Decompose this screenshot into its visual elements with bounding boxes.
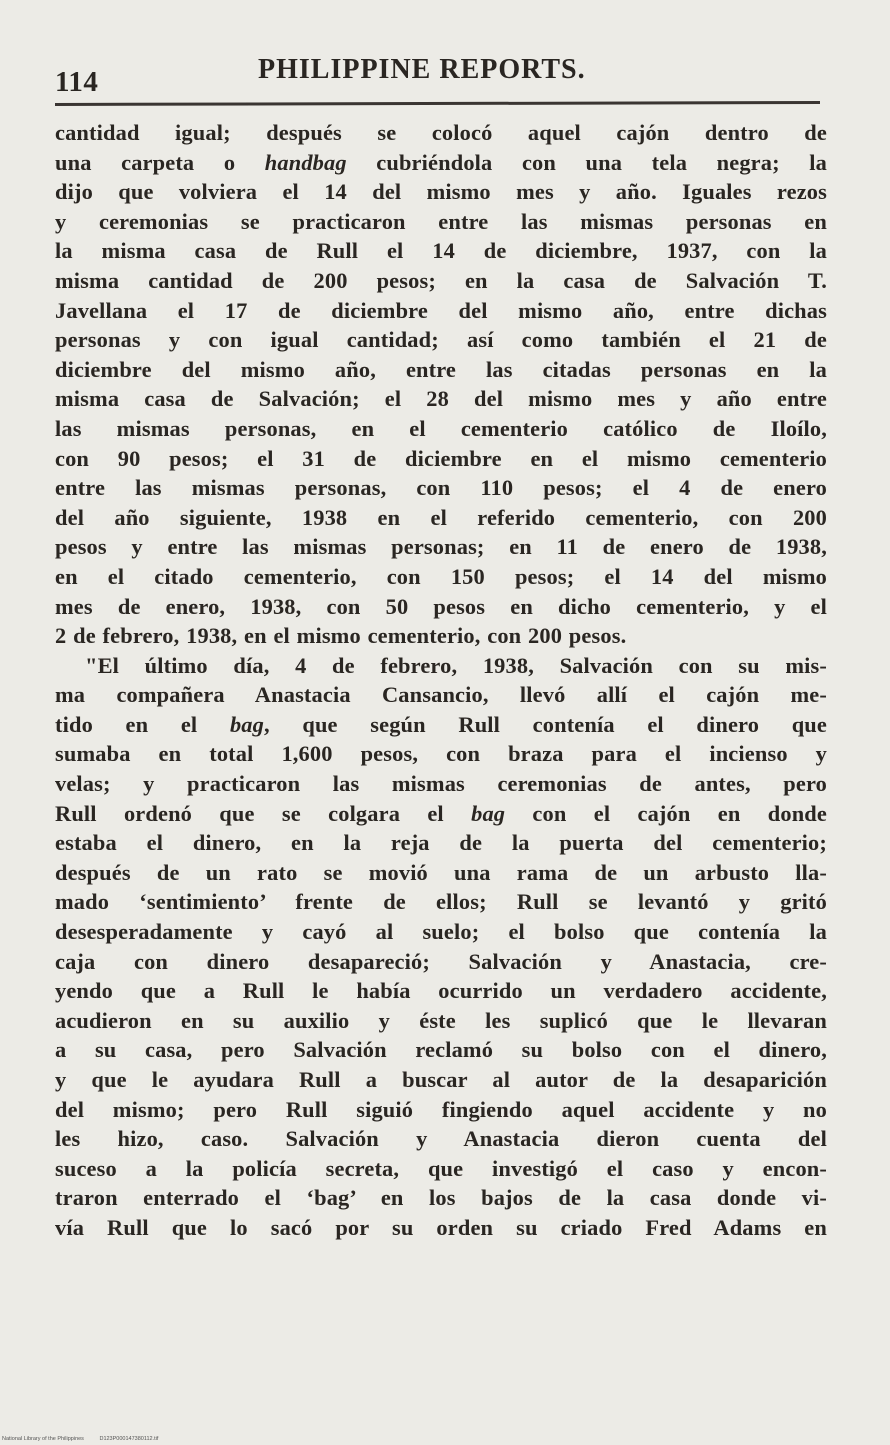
text-line: mado ‘sentimiento’ frente de ellos; Rull se levantó y gritó xyxy=(55,889,827,915)
text-line: traron enterrado el ‘bag’ en los bajos de la casa donde vi- xyxy=(55,1185,827,1211)
text-line: entre las mismas personas, con 110 pesos; el 4 de enero xyxy=(55,475,827,501)
text-line: vía Rull que lo sacó por su orden su criado Fred Adams en xyxy=(55,1214,827,1240)
footer-library: National Library of the Philippines xyxy=(2,1436,84,1442)
text-line: misma casa de Salvación; el 28 del mismo mes y año entre xyxy=(55,386,827,412)
body-text xyxy=(55,118,827,1243)
text-line: mes de enero, 1938, con 50 pesos en dicho cementerio, y el xyxy=(55,593,827,619)
text-line: tido en el bag, que según Rull contenía el dinero que xyxy=(55,711,827,737)
text-line: velas; y practicaron las mismas ceremonias de antes, pero xyxy=(55,771,827,797)
text-line: sumaba en total 1,600 pesos, con braza para el incienso y xyxy=(55,741,827,767)
text-line: misma cantidad de 200 pesos; en la casa de Salvación T. xyxy=(55,267,827,293)
text-line: del año siguiente, 1938 en el referido cementerio, con 200 xyxy=(55,504,827,530)
text-line: cantidad igual; después se colocó aquel cajón dentro de xyxy=(55,120,827,145)
text-line: dijo que volviera el 14 del mismo mes y año. Iguales rezos xyxy=(55,179,827,205)
paragraph-1 xyxy=(55,118,827,651)
text-line: y ceremonias se practicaron entre las mismas personas en xyxy=(55,208,827,234)
text-line: Rull ordenó que se colgara el bag con el cajón en donde xyxy=(55,800,827,826)
text-line: en el citado cementerio, con 150 pesos; el 14 del mismo xyxy=(55,563,827,589)
text-line: diciembre del mismo año, entre las citadas personas en la xyxy=(55,356,827,382)
text-line: del mismo; pero Rull siguió fingiendo aquel accidente y no xyxy=(55,1096,827,1122)
text-line: a su casa, pero Salvación reclamó su bolso con el dinero, xyxy=(55,1037,827,1063)
text-line: Javellana el 17 de diciembre del mismo año, entre dichas xyxy=(55,297,827,323)
text-line: una carpeta o handbag cubriéndola con una tela negra; la xyxy=(55,149,827,175)
text-line: después de un rato se movió una rama de un arbusto lla- xyxy=(55,859,827,885)
text-line: personas y con igual cantidad; así como también el 21 de xyxy=(55,327,827,353)
text-line: acudieron en su auxilio y éste les suplicó que le llevaran xyxy=(55,1007,827,1033)
header-rule xyxy=(55,101,820,106)
text-line: estaba el dinero, en la reja de la puerta del cementerio; xyxy=(55,830,827,856)
running-title: PHILIPPINE REPORTS. xyxy=(258,54,586,85)
text-line: con 90 pesos; el 31 de diciembre en el mismo cementerio xyxy=(55,445,827,471)
text-line: 2 de febrero, 1938, en el mismo cementerio, con 200 pesos. xyxy=(55,623,627,649)
scan-footer xyxy=(2,1436,158,1442)
text-line: "El último día, 4 de febrero, 1938, Salvación con su mis- xyxy=(85,652,827,678)
text-line: yendo que a Rull le había ocurrido un verdadero accidente, xyxy=(55,978,827,1004)
text-line: suceso a la policía secreta, que investigó el caso y encon- xyxy=(55,1155,827,1181)
text-line: les hizo, caso. Salvación y Anastacia dieron cuenta del xyxy=(55,1126,827,1152)
footer-code: D123P000147380112.tif xyxy=(99,1436,159,1442)
text-line: ma compañera Anastacia Cansancio, llevó allí el cajón me- xyxy=(55,682,827,708)
paragraph-2 xyxy=(55,651,827,1243)
text-line: desesperadamente y cayó al suelo; el bolso que contenía la xyxy=(55,919,827,945)
page-number: 114 xyxy=(55,66,99,98)
text-line: caja con dinero desapareció; Salvación y Anastacia, cre- xyxy=(55,948,827,974)
text-line: la misma casa de Rull el 14 de diciembre, 1937, con la xyxy=(55,238,827,264)
text-line: las mismas personas, en el cementerio católico de Iloílo, xyxy=(55,415,827,441)
text-line: y que le ayudara Rull a buscar al autor de la desaparición xyxy=(55,1067,827,1092)
text-line: pesos y entre las mismas personas; en 11 de enero de 1938, xyxy=(55,534,827,560)
